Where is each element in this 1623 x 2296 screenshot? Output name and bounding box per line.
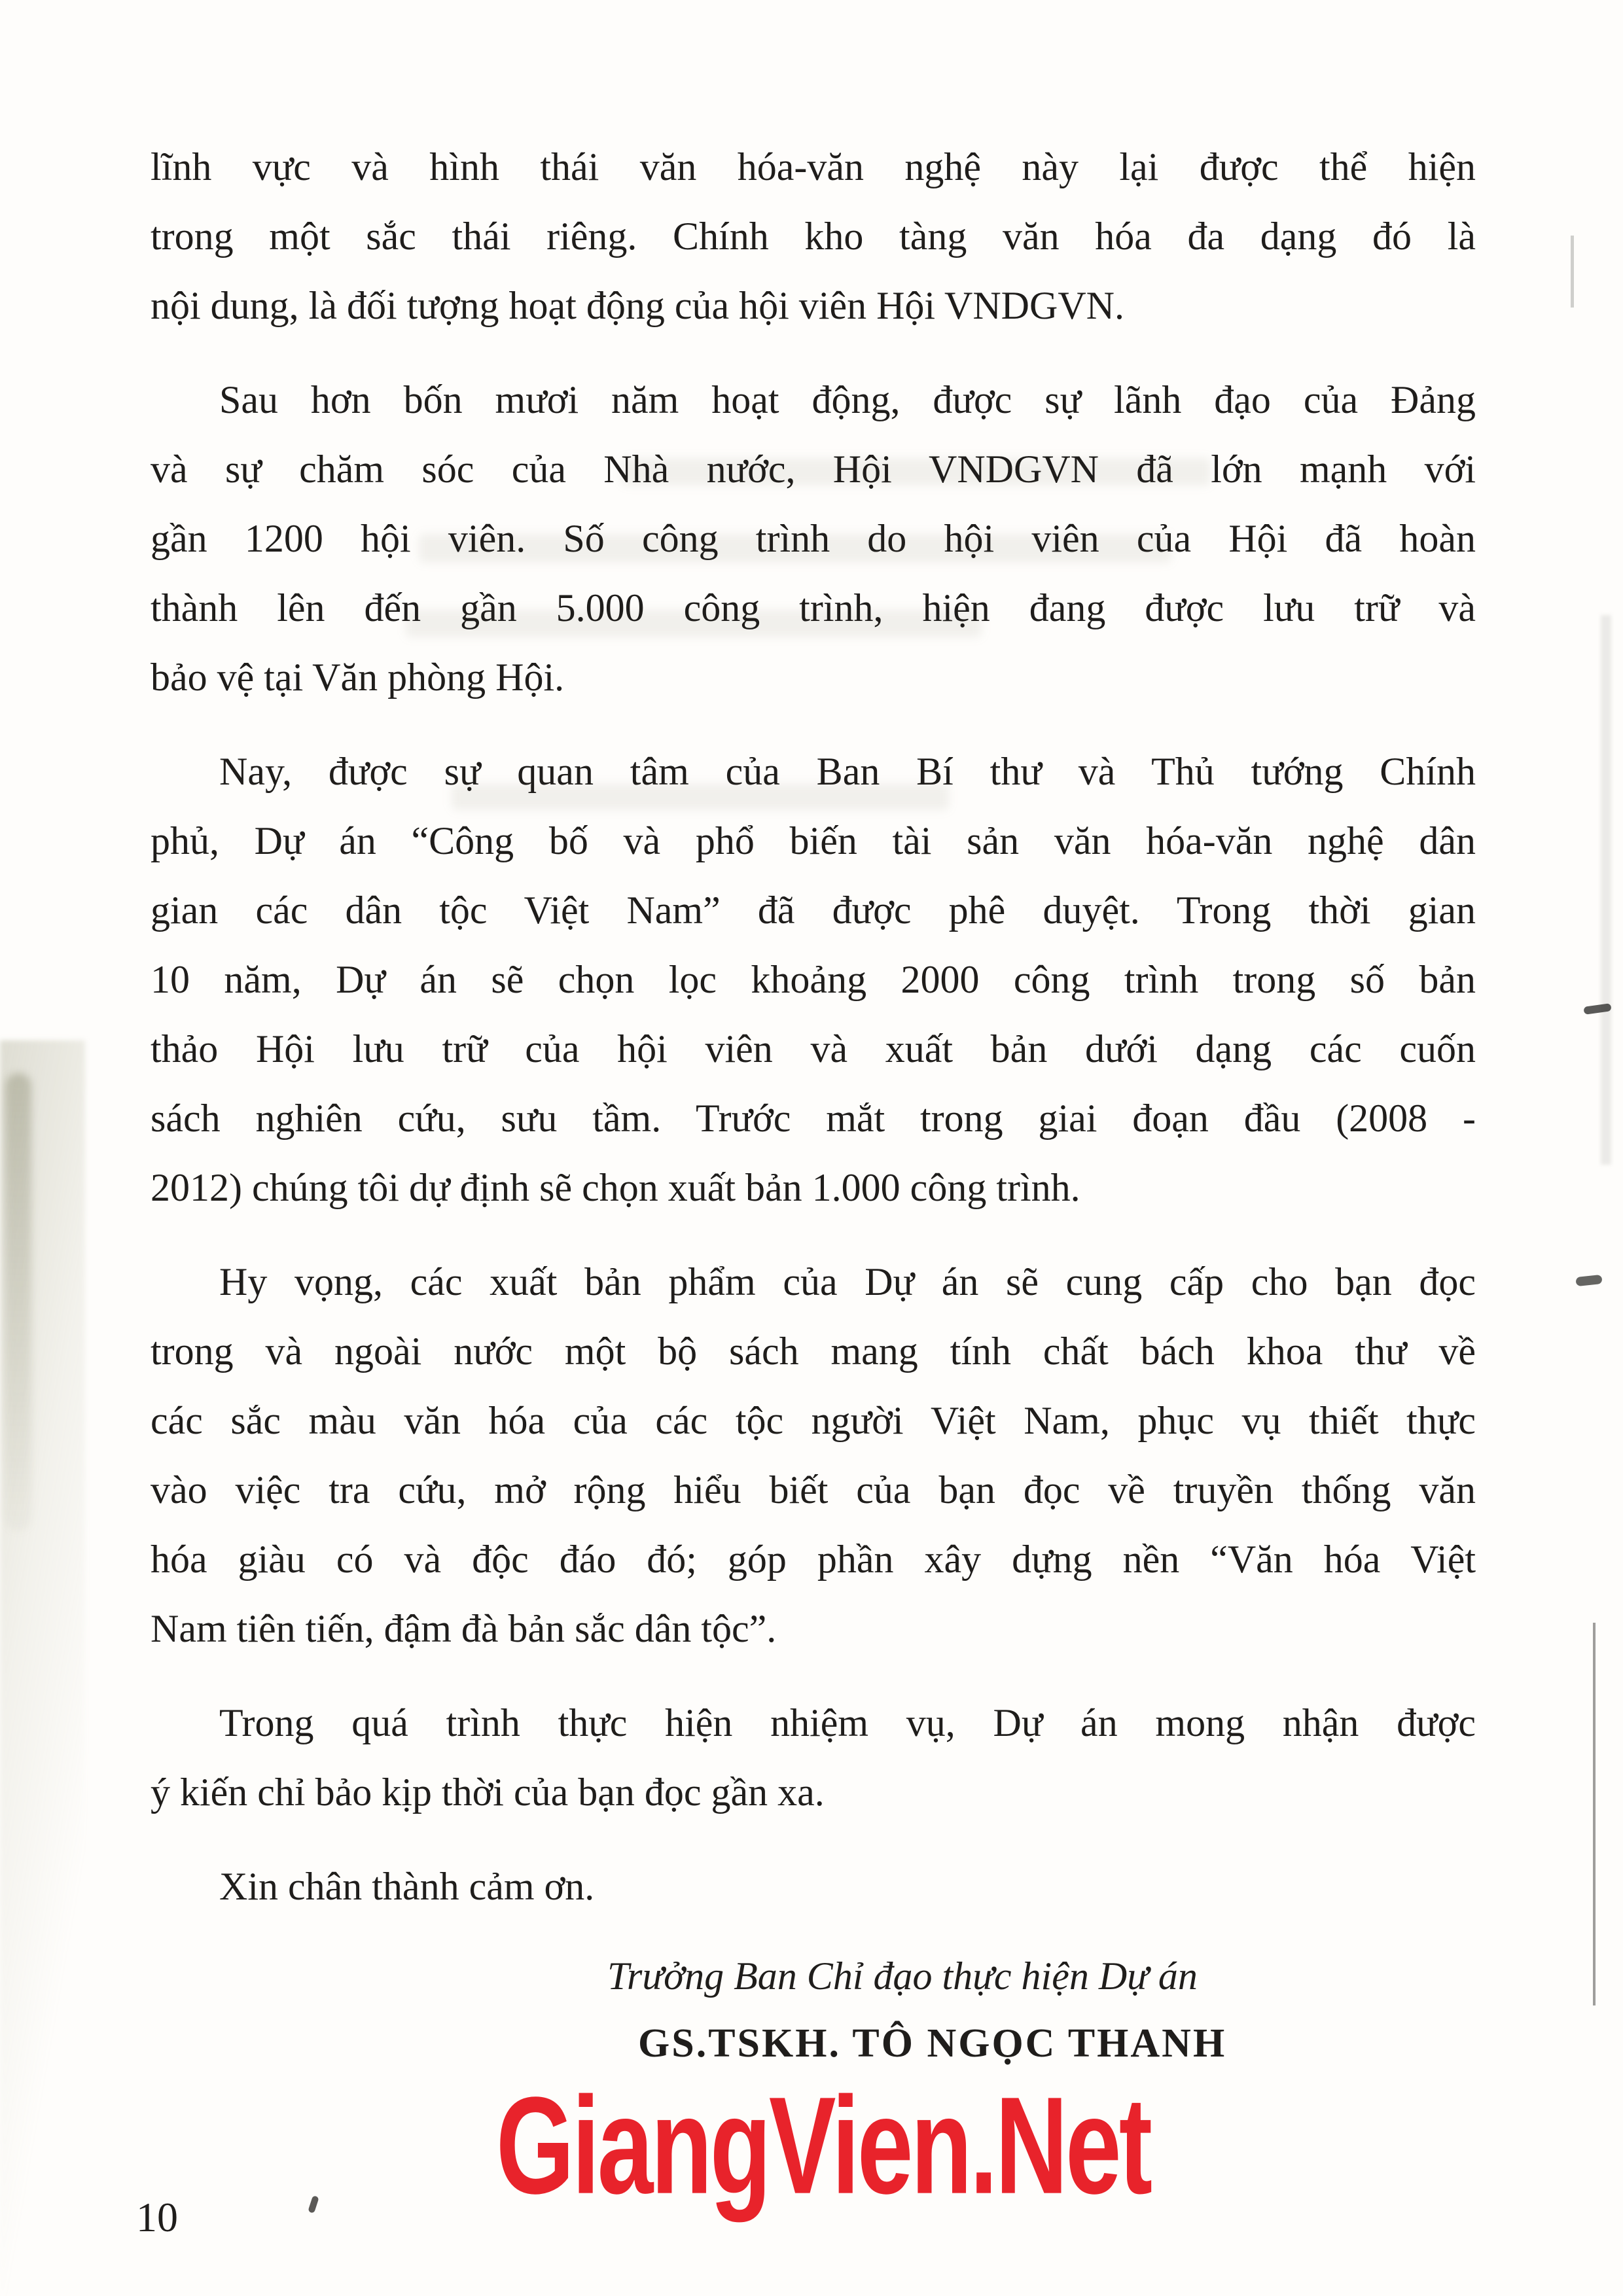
text-line: Nam tiên tiến, đậm đà bản sắc dân tộc”.: [151, 1607, 777, 1650]
text-line: vào việc tra cứu, mở rộng hiểu biết của bạn đọc về truyền thống văn: [151, 1468, 1476, 1511]
text-line: trong một sắc thái riêng. Chính kho tàng văn hóa đa dạng đó là: [151, 215, 1476, 258]
text-line: thành lên đến gần 5.000 công trình, hiện đang được lưu trữ và: [151, 586, 1476, 629]
paragraph: [151, 132, 1476, 340]
text-line: hóa giàu có và độc đáo đó; góp phần xây dựng nền “Văn hóa Việt: [151, 1538, 1476, 1581]
text-line: trong và ngoài nước một bộ sách mang tính chất bách khoa thư về: [151, 1330, 1476, 1373]
body-text: [151, 132, 1476, 1921]
text-line: Xin chân thành cảm ơn.: [219, 1865, 595, 1908]
text-line: phủ, Dự án “Công bố và phổ biến tài sản văn hóa-văn nghệ dân: [151, 819, 1476, 862]
text-line: sách nghiên cứu, sưu tầm. Trước mắt trong giai đoạn đầu (2008 -: [151, 1097, 1476, 1140]
text-line: gian các dân tộc Việt Nam” đã được phê duyệt. Trong thời gian: [151, 889, 1476, 932]
text-line: lĩnh vực và hình thái văn hóa-văn nghệ này lại được thể hiện: [151, 145, 1476, 188]
text-line: ý kiến chỉ bảo kịp thời của bạn đọc gần xa.: [151, 1771, 825, 1814]
watermark: GiangVien.Net: [496, 2068, 1150, 2223]
right-edge-faint-line: [1571, 236, 1574, 308]
text-line: Nay, được sự quan tâm của Ban Bí thư và Thủ tướng Chính: [219, 750, 1476, 793]
paragraph: [151, 365, 1476, 712]
text-line: nội dung, là đối tượng hoạt động của hội viên Hội VNDGVN.: [151, 284, 1124, 327]
left-edge-scan-shadow-core: [5, 1073, 31, 1531]
text-line: và sự chăm sóc của Nhà nước, Hội VNDGVN đã lớn mạnh với: [151, 448, 1476, 491]
signature-name: GS.TSKH. TÔ NGỌC THANH: [638, 2021, 1227, 2066]
paragraph: [151, 1247, 1476, 1663]
text-line: Hy vọng, các xuất bản phẩm của Dự án sẽ cung cấp cho bạn đọc: [219, 1260, 1476, 1303]
paragraph: [151, 1688, 1476, 1827]
signature-role: Trưởng Ban Chỉ đạo thực hiện Dự án: [607, 1954, 1198, 1998]
right-edge-scan-strip: [1601, 615, 1611, 1165]
text-line: Sau hơn bốn mươi năm hoạt động, được sự lãnh đạo của Đảng: [219, 378, 1476, 421]
right-edge-line-artifact: [1593, 1623, 1596, 2005]
text-line: bảo vệ tại Văn phòng Hội.: [151, 656, 565, 699]
text-line: các sắc màu văn hóa của các tộc người Việt Nam, phục vụ thiết thực: [151, 1399, 1476, 1442]
text-line: Trong quá trình thực hiện nhiệm vụ, Dự án mong nhận được: [219, 1701, 1476, 1744]
paragraph: [151, 737, 1476, 1222]
text-line: 2012) chúng tôi dự định sẽ chọn xuất bản 1.000 công trình.: [151, 1166, 1080, 1209]
text-line: thảo Hội lưu trữ của hội viên và xuất bản dưới dạng các cuốn: [151, 1027, 1476, 1070]
scan-speck: [308, 2195, 319, 2214]
paragraph: [151, 1852, 1476, 1921]
scan-speck: [1575, 1275, 1602, 1286]
text-line: 10 năm, Dự án sẽ chọn lọc khoảng 2000 công trình trong số bản: [151, 958, 1476, 1001]
page-number: 10: [136, 2194, 178, 2240]
text-line: gần 1200 hội viên. Số công trình do hội viên của Hội đã hoàn: [151, 517, 1476, 560]
